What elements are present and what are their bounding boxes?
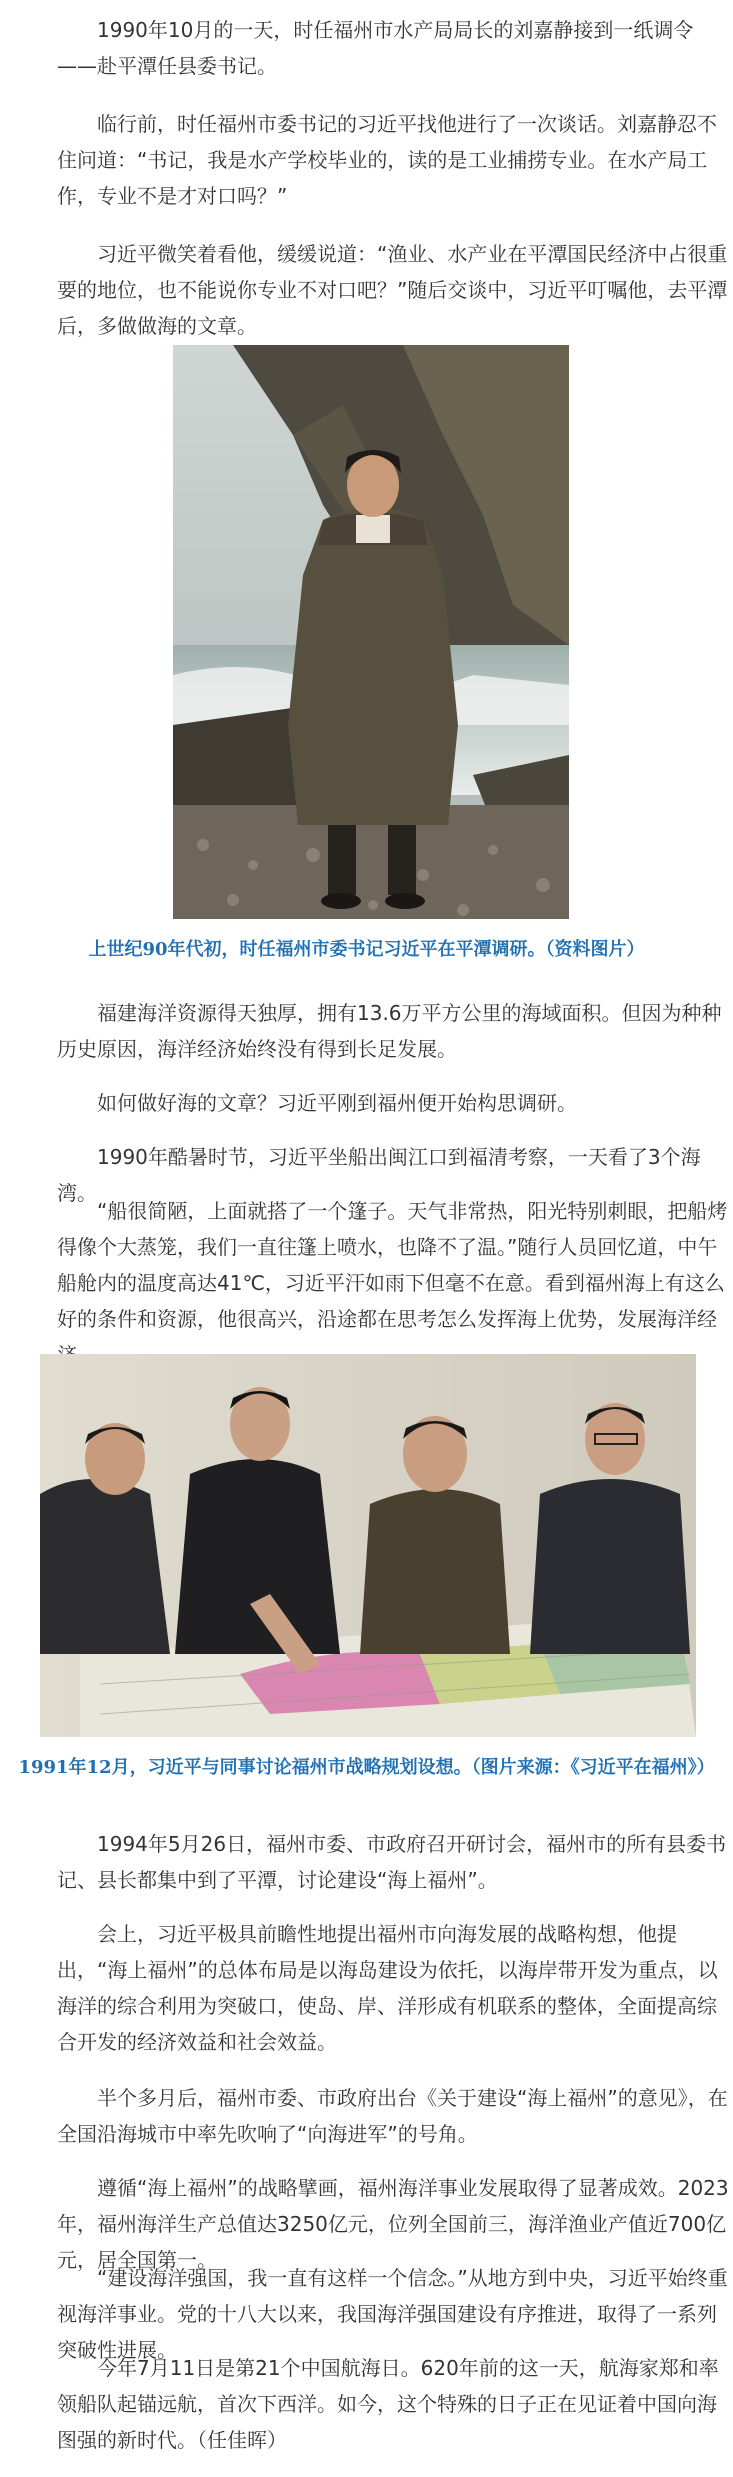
photo-strategy-discussion bbox=[40, 1354, 696, 1737]
paragraph: 1990年酷暑时节，习近平坐船出闽江口到福清考察，一天看了3个海湾。 bbox=[57, 1145, 701, 1205]
photo-pingtan-coast-image bbox=[173, 345, 569, 919]
photo-caption: 1991年12月，习近平与同事讨论福州市战略规划设想。（图片来源：《习近平在福州》） bbox=[18, 1757, 715, 1778]
paragraph: “船很简陋，上面就搭了一个篷子。天气非常热，阳光特别刺眼，把船烤得像个大蒸笼，我们一直往篷上喷水，也降不了温。”随行人员回忆道，中午船舱内的温度高达41℃，习近平汗如雨下但毫不在意。看到福州海上有这么好的条件和资源，他很高兴，沿途都在思考怎么发挥海上优势，发展海洋经 bbox=[57, 1199, 728, 1331]
paragraph: 习近平微笑着看他，缓缓说道：“渔业、水产业在平潭国民经济中占很重要的地位，也不能说你专业不对口吧？”随后交谈中，习近平叮嘱他，去平潭后，多做做海的文章。 bbox=[57, 242, 728, 338]
paragraph: 临行前，时任福州市委书记的习近平找他进行了一次谈话。刘嘉静忍不住问道：“书记，我是水产学校毕业的，读的是工业捕捞专业。在水产局工作，专业不是才对口吗？” bbox=[57, 112, 717, 208]
photo-strategy-discussion-image bbox=[40, 1354, 696, 1737]
photo-caption: 上世纪90年代初，时任福州市委书记习近平在平潭调研。（资料图片） bbox=[88, 939, 645, 960]
photo-pingtan-coast bbox=[173, 345, 569, 919]
paragraph: 1990年10月的一天，时任福州市水产局局长的刘嘉静接到一纸调令——赴平潭任县委书记。 bbox=[57, 18, 694, 78]
paragraph: 如何做好海的文章？习近平刚到福州便开始构思调研。 bbox=[97, 1091, 577, 1115]
paragraph: 遵循“海上福州”的战略擘画，福州海洋事业发展取得了显著成效。2023年，福州海洋生产总值达3250亿元，位列全国前三，海洋渔业产值近700亿元，居全国第一。 bbox=[57, 2176, 729, 2272]
paragraph: 福建海洋资源得天独厚，拥有13.6万平方公里的海域面积。但因为种种历史原因，海洋经济始终没有得到长足发展。 bbox=[57, 1001, 722, 1061]
paragraph: 半个多月后，福州市委、市政府出台《关于建设“海上福州”的意见》，在全国沿海城市中率先吹响了“向海进军”的号角。 bbox=[57, 2086, 728, 2146]
paragraph: 1994年5月26日，福州市委、市政府召开研讨会，福州市的所有县委书记、县长都集中到了平潭，讨论建设“海上福州”。 bbox=[57, 1832, 727, 1892]
paragraph: 今年7月11日是第21个中国航海日。620年前的这一天，航海家郑和率领船队起锚远航，首次下西洋。如今，这个特殊的日子正在见证着中国向海图强的新时代。（任佳晖） bbox=[57, 2356, 719, 2452]
paragraph: “建设海洋强国，我一直有这样一个信念。”从地方到中央，习近平始终重视海洋事业。党的十八大以来，我国海洋强国建设有序推进，取得了一系列突破性进展。 bbox=[57, 2266, 728, 2362]
paragraph: 会上，习近平极具前瞻性地提出福州市向海发展的战略构想，他提出，“海上福州”的总体布局是以海岛建设为依托，以海岸带开发为重点，以海洋的综合利用为突破口，使岛、岸、洋形成有机联系的整体，全面提高综合开发的经济效益和社会效益。 bbox=[57, 1922, 718, 2054]
